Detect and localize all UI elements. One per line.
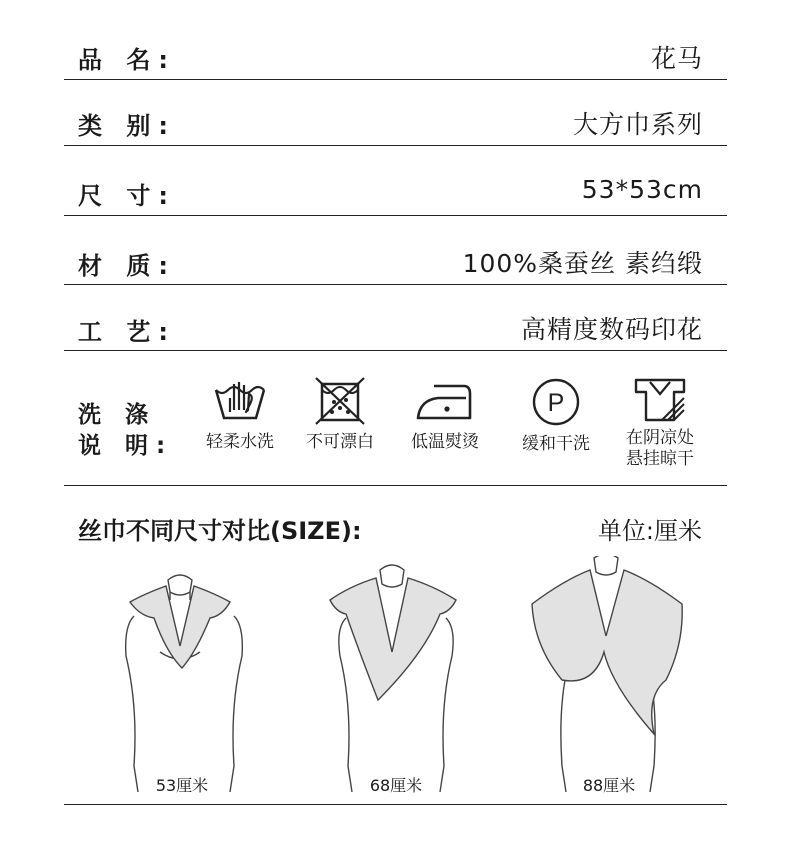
spec-value: 53*53cm (581, 175, 703, 204)
care-item-hand-wash (185, 376, 295, 453)
mannequin-scarf-88 (528, 556, 688, 796)
spec-value: 高精度数码印花 (520, 315, 703, 344)
spec-label: 材 质: (78, 252, 176, 280)
spec-label: 工 艺: (78, 318, 176, 346)
bottom-divider (64, 804, 727, 805)
care-label (78, 400, 173, 462)
spec-row-size (64, 145, 727, 216)
mannequin-scarf-53 (104, 556, 264, 796)
spec-value: 花马 (650, 44, 703, 73)
spec-row-category (64, 79, 727, 146)
spec-row-craft (64, 284, 727, 351)
dry-clean-p-icon (528, 376, 584, 428)
spec-label: 尺 寸: (78, 182, 176, 210)
size-label-68: 68厘米 (369, 776, 423, 795)
iron-low-icon (414, 376, 476, 426)
shade-hang-dry-icon (632, 374, 688, 424)
care-label-line1: 洗 涤 (78, 402, 157, 428)
svg-text:P: P (547, 389, 565, 417)
care-text-line1: 在阴凉处 (626, 428, 694, 448)
spec-label: 类 别: (78, 112, 176, 140)
care-item-iron (390, 376, 500, 453)
spec-value: 100%桑蚕丝 素绉缎 (462, 249, 703, 278)
size-comparison-title: 丝巾不同尺寸对比(SIZE): (78, 517, 362, 545)
size-label-53: 53厘米 (155, 776, 209, 795)
spec-row-name (64, 22, 727, 80)
care-section (64, 350, 727, 486)
spec-value: 大方巾系列 (572, 110, 703, 139)
care-text-line2: 悬挂晾干 (626, 449, 694, 469)
care-text: 轻柔水洗 (206, 432, 274, 452)
hand-wash-icon (212, 376, 268, 426)
care-item-dry-clean (501, 376, 611, 455)
size-label-88: 88厘米 (582, 776, 636, 795)
mannequin-scarf-68 (316, 556, 476, 796)
care-text: 缓和干洗 (522, 434, 590, 454)
care-label-line2: 说 明: (78, 433, 174, 459)
care-item-hang-dry (605, 374, 715, 470)
spec-row-material (64, 215, 727, 285)
care-text (605, 428, 715, 470)
spec-label: 品 名: (78, 46, 176, 74)
no-bleach-icon (312, 376, 368, 426)
size-unit: 单位:厘米 (597, 517, 702, 545)
care-text: 不可漂白 (306, 432, 374, 452)
care-text: 低温熨烫 (411, 432, 479, 452)
care-item-no-bleach (285, 376, 395, 453)
